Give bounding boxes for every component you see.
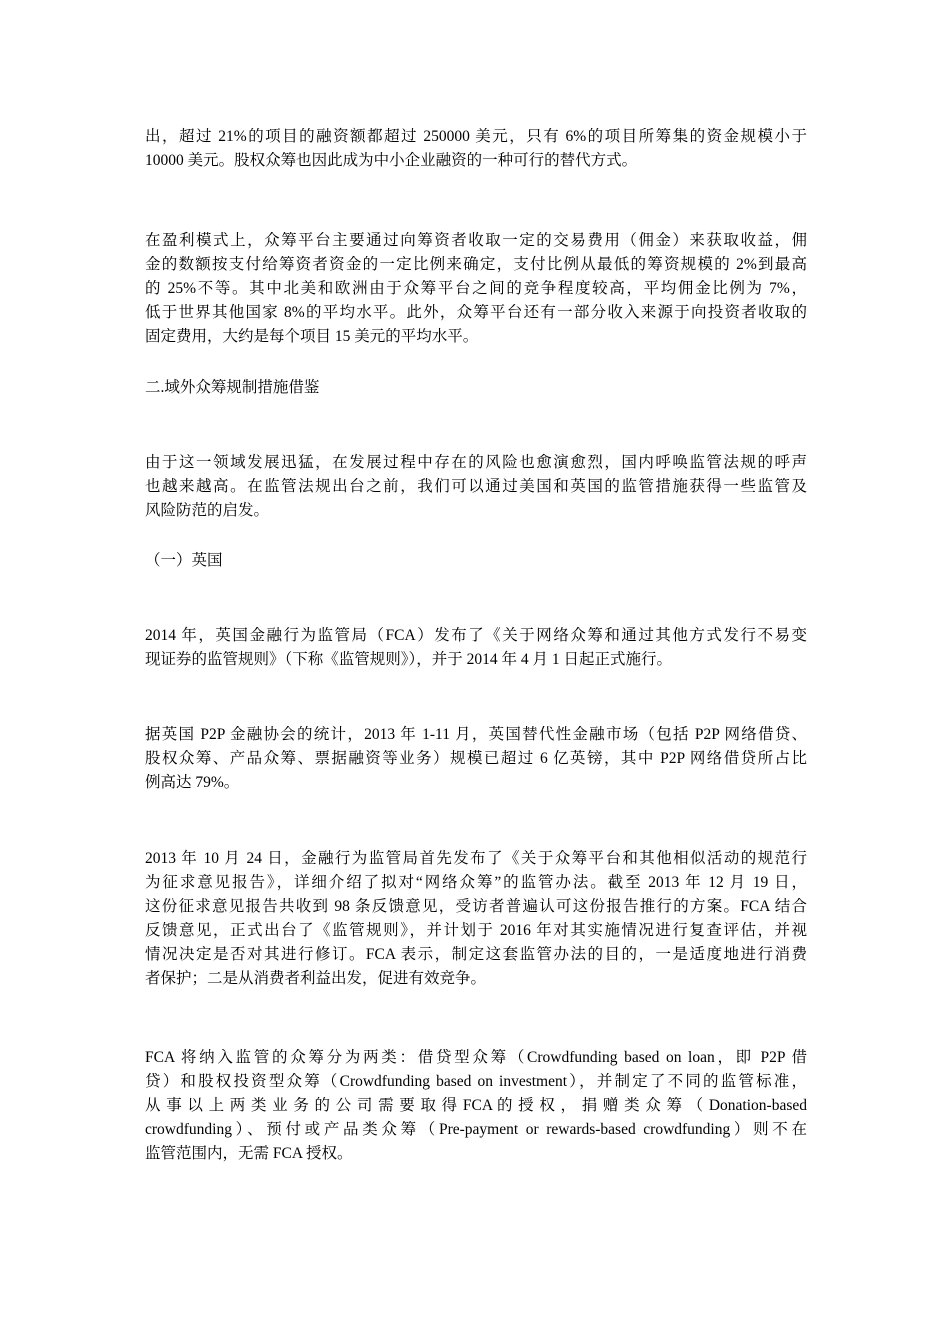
text-line: 2013 年 10 月 24 日，金融行为监管局首先发布了《关于众筹平台和其他相似活动的规范行 [145, 850, 807, 867]
paragraph-5 [145, 723, 807, 795]
paragraph-3 [145, 451, 807, 523]
paragraph-4 [145, 624, 807, 672]
section-heading-2: 二.域外众筹规制措施借鉴 [145, 379, 320, 396]
text-line: 股权众筹、产品众筹、票据融资等业务）规模已超过 6 亿英镑，其中 P2P 网络借贷所占比 [145, 750, 807, 767]
text-line: 固定费用，大约是每个项目 15 美元的平均水平。 [145, 328, 479, 345]
text-line: 的 25%不等。其中北美和欧洲由于众筹平台之间的竞争程度较高，平均佣金比例为 7%， [145, 280, 807, 297]
text-line: 由于这一领域发展迅猛，在发展过程中存在的风险也愈演愈烈，国内呼唤监管法规的呼声 [145, 454, 807, 471]
paragraph-7 [145, 1046, 807, 1166]
text-line: 出，超过 21%的项目的融资额都超过 250000 美元，只有 6%的项目所筹集的资金规模小于 [145, 128, 807, 145]
text-line: 者保护；二是从消费者利益出发，促进有效竞争。 [145, 970, 487, 987]
text-line: 情况决定是否对其进行修订。FCA 表示，制定这套监管办法的目的，一是适度地进行消费 [145, 946, 807, 963]
text-line: 风险防范的启发。 [145, 502, 270, 519]
text-line: 例高达 79%。 [145, 774, 240, 791]
text-line: FCA 将纳入监管的众筹分为两类：借贷型众筹（Crowdfunding based on loan，即 P2P 借 [145, 1049, 807, 1066]
text-line: 金的数额按支付给筹资者资金的一定比例来确定，支付比例从最低的筹资规模的 2%到最高 [145, 256, 807, 273]
text-line: 现证券的监管规则》（下称《监管规则》），并于 2014 年 4 月 1 日起正式施行。 [145, 651, 673, 668]
text-line: 监管范围内，无需 FCA 授权。 [145, 1145, 353, 1162]
text-line: 低于世界其他国家 8%的平均水平。此外，众筹平台还有一部分收入来源于向投资者收取的 [145, 304, 807, 321]
text-line: 据英国 P2P 金融协会的统计，2013 年 1-11 月，英国替代性金融市场（包括 P2P 网络借贷、 [145, 726, 807, 743]
subsection-heading-uk: （一）英国 [145, 552, 223, 569]
text-line: 在盈利模式上，众筹平台主要通过向筹资者收取一定的交易费用（佣金）来获取收益，佣 [145, 232, 807, 249]
text-line: 也越来越高。在监管法规出台之前，我们可以通过美国和英国的监管措施获得一些监管及 [145, 478, 807, 495]
text-line: 贷）和股权投资型众筹（Crowdfunding based on investment），并制定了不同的监管标准， [145, 1073, 807, 1090]
text-line: crowdfunding）、预付或产品类众筹（Pre-payment or rewards-based crowdfunding）则不在 [145, 1121, 807, 1138]
text-line: 为征求意见报告》，详细介绍了拟对“网络众筹”的监管办法。截至 2013 年 12 月 19 日， [145, 874, 807, 891]
paragraph-2 [145, 229, 807, 349]
text-line: 反馈意见，正式出台了《监管规则》，并计划于 2016 年对其实施情况进行复查评估，并视 [145, 922, 807, 939]
text-line: 2014 年，英国金融行为监管局（FCA）发布了《关于网络众筹和通过其他方式发行不易变 [145, 627, 807, 644]
paragraph-1 [145, 125, 807, 173]
text-line: 从 事 以 上 两 类 业 务 的 公 司 需 要 取 得 FCA 的 授 权 ， 捐 赠 类 众 筹 （ Donation-based [145, 1097, 807, 1114]
text-line: 这份征求意见报告共收到 98 条反馈意见，受访者普遍认可这份报告推行的方案。FCA 结合 [145, 898, 807, 915]
text-line: 10000 美元。股权众筹也因此成为中小企业融资的一种可行的替代方式。 [145, 152, 638, 169]
paragraph-6 [145, 847, 807, 991]
